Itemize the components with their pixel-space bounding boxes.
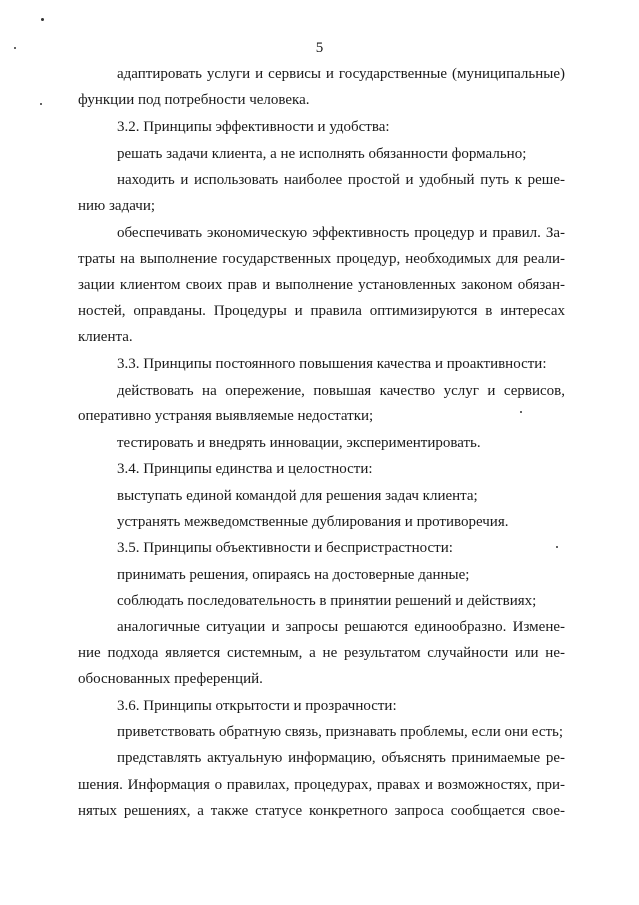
scan-speck [556,546,558,548]
scan-speck [40,103,42,105]
text-line: представлять актуальную информацию, объяснять принимаемые ре- [117,750,565,766]
text-line: принимать решения, опираясь на достоверные данные; [117,567,470,583]
text-line: устранять межведомственные дублирования и противоречия. [117,514,509,530]
section-heading: 3.4. Принципы единства и целостности: [117,461,373,477]
text-line: клиента. [78,329,133,345]
text-line: находить и использовать наиболее простой и удобный путь к реше- [117,172,565,188]
text-line: оперативно устраняя выявляемые недостатки; [78,408,374,424]
scan-speck [520,411,522,413]
text-line: шения. Информация о правилах, процедурах, правах и возможностях, при- [78,777,565,793]
page-number: 5 [315,40,324,56]
text-line: действовать на опережение, повышая качество услуг и сервисов, [117,383,565,399]
text-line: соблюдать последовательность в принятии решений и действиях; [117,593,537,609]
text-line: обоснованных преференций. [78,671,263,687]
text-line: решать задачи клиента, а не исполнять обязанности формально; [117,146,527,162]
text-line: ние подхода является системным, а не результатом случайности или не- [78,645,565,661]
section-heading: 3.2. Принципы эффективности и удобства: [117,119,390,135]
scan-speck [14,47,16,49]
text-line: тестировать и внедрять инновации, экспериментировать. [117,435,481,451]
text-line: аналогичные ситуации и запросы решаются единообразно. Измене- [117,619,565,635]
text-line: зации клиентом своих прав и выполнение установленных законом обязан- [78,277,565,293]
section-heading: 3.5. Принципы объективности и беспристрастности: [117,540,453,556]
text-line: адаптировать услуги и сервисы и государственные (муниципальные) [117,66,565,82]
text-line: нию задачи; [78,198,156,214]
text-line: функции под потребности человека. [78,92,310,108]
text-line: выступать единой командой для решения задач клиента; [117,488,478,504]
text-line: обеспечивать экономическую эффективность процедур и правил. За- [117,225,565,241]
text-line: ностей, оправданы. Процедуры и правила оптимизируются в интересах [78,303,565,319]
text-line: траты на выполнение государственных процедур, необходимых для реали- [78,251,565,267]
section-heading: 3.3. Принципы постоянного повышения качества и проактивности: [117,356,547,372]
section-heading: 3.6. Принципы открытости и прозрачности: [117,698,397,714]
text-line: нятых решениях, а также статусе конкретного запроса сообщается свое- [78,803,565,819]
scan-speck [41,18,44,21]
text-line: приветствовать обратную связь, признавать проблемы, если они есть; [117,724,564,740]
